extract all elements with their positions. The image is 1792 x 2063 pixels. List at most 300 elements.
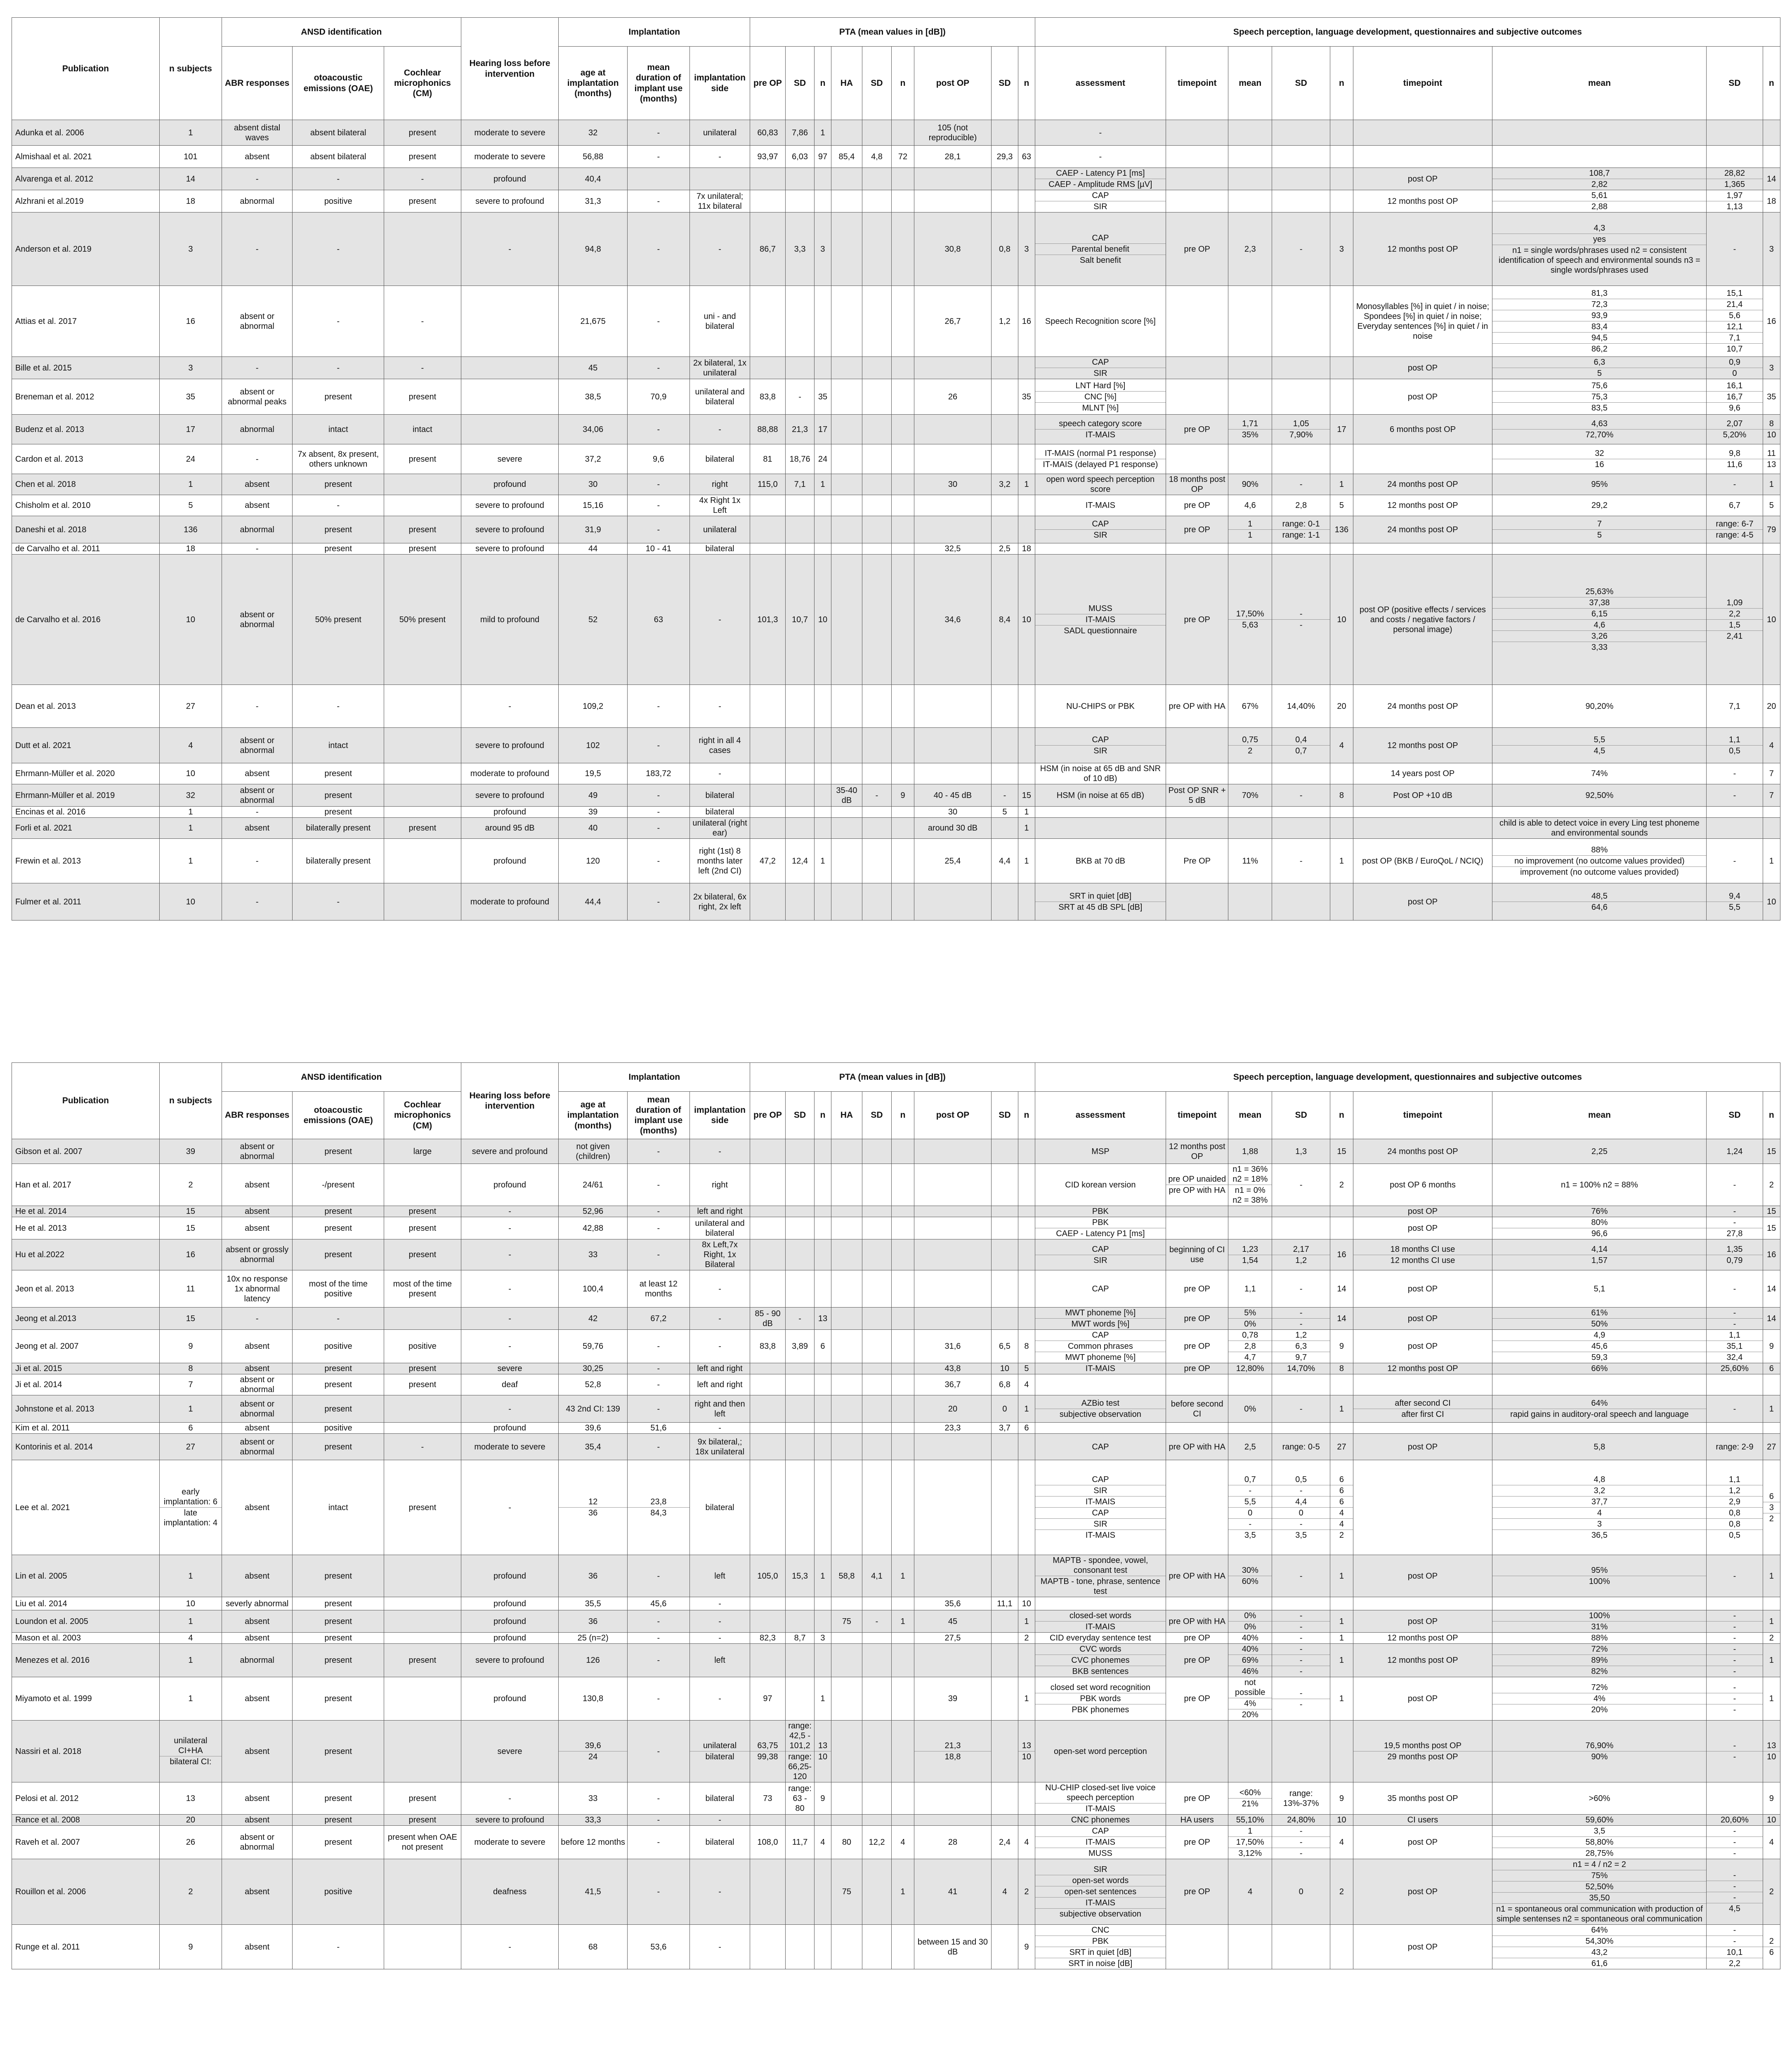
mean-pre-cell xyxy=(1228,146,1272,168)
assessment-cell-line: CAP xyxy=(1035,734,1166,746)
mean-post-cell: 88% xyxy=(1492,1633,1707,1644)
duration-cell: - xyxy=(627,1374,689,1395)
n-pre-cell-line: 6 xyxy=(1330,1497,1353,1508)
pta-pre-sd-cell xyxy=(785,1270,815,1308)
age-cell: 33 xyxy=(559,1239,627,1270)
pta-pre-n-cell: 10 xyxy=(815,555,831,685)
timepoint-pre-cell: HA users xyxy=(1166,1815,1228,1826)
pta-post-sd-cell xyxy=(991,1721,1018,1782)
pta-pre-n-cell: 13 xyxy=(815,1308,831,1330)
timepoint-post-cell: post OP xyxy=(1353,1434,1492,1460)
pta-ha-n-cell xyxy=(891,1308,914,1330)
pta-post-sd-cell xyxy=(991,763,1018,784)
sd-post-cell-line: 10,1 xyxy=(1707,1947,1762,1958)
pta-pre-sd-cell: 3,3 xyxy=(785,212,815,286)
assessment-cell-line: CAP xyxy=(1035,1330,1166,1341)
mean-pre-cell-line: 0 xyxy=(1228,1508,1272,1519)
sd-post-cell-line: 9,8 xyxy=(1707,448,1762,459)
mean-post-cell xyxy=(1492,1330,1707,1363)
assessment-cell-line: SIR xyxy=(1035,1864,1166,1875)
sd-pre-cell-line: - xyxy=(1299,1622,1303,1631)
sd-post-cell: - xyxy=(1707,212,1763,286)
sd-post-cell-line: 0,8 xyxy=(1707,1519,1762,1530)
sd-pre-cell-line: 0 xyxy=(1272,1508,1330,1519)
header-duration: mean duration of implant use (months) xyxy=(627,47,689,120)
publication-cell: Frewin et al. 2013 xyxy=(12,839,160,883)
hearing-loss-cell: profound xyxy=(461,1423,559,1434)
pta-ha-sd-cell xyxy=(862,807,892,818)
n-pre-cell: 15 xyxy=(1330,1139,1353,1164)
n-post-cell: 79 xyxy=(1763,516,1780,543)
publication-cell: Alvarenga et al. 2012 xyxy=(12,168,160,190)
n-subjects-cell: 13 xyxy=(159,1782,222,1815)
timepoint-post-cell: post OP xyxy=(1353,1330,1492,1363)
sd-post-cell xyxy=(1707,1330,1763,1363)
publication-cell: Jeong et al.2013 xyxy=(12,1308,160,1330)
n-pre-cell: 1 xyxy=(1330,839,1353,883)
pta-pre-sd-cell: 12,4 xyxy=(785,839,815,883)
n-pre-cell: 10 xyxy=(1330,1815,1353,1826)
pta-ha-n-cell xyxy=(891,379,914,415)
duration-cell: - xyxy=(627,1395,689,1423)
publication-cell: Ji et al. 2014 xyxy=(12,1374,160,1395)
timepoint-post-cell: post OP xyxy=(1353,1308,1492,1330)
pta-post-n-cell xyxy=(1018,415,1035,444)
sd-pre-cell xyxy=(1272,168,1330,190)
pta-ha-n-cell xyxy=(891,555,914,685)
mean-post-cell-line: 76,90% xyxy=(1492,1740,1706,1751)
pta-pre-n-cell xyxy=(815,1859,831,1925)
duration-cell: - xyxy=(627,1139,689,1164)
pta-ha-sd-cell xyxy=(862,1308,892,1330)
sd-pre-cell: - xyxy=(1272,784,1330,807)
pta-post-cell xyxy=(914,1434,991,1460)
sd-post-cell-line: 1,2 xyxy=(1707,1485,1762,1497)
sd-pre-cell-line: - xyxy=(1299,621,1303,630)
mean-post-cell xyxy=(1492,1308,1707,1330)
pta-ha-cell xyxy=(831,839,862,883)
pta-pre-n-cell xyxy=(815,516,831,543)
mean-post-cell-line: 86,2 xyxy=(1591,345,1608,354)
pta-pre-sd-cell xyxy=(785,1644,815,1677)
age-cell: 30 xyxy=(559,474,627,495)
pta-pre-cell xyxy=(750,818,786,839)
sd-post-cell-line: 1,1 xyxy=(1707,1474,1762,1485)
pta-pre-cell: 108,0 xyxy=(750,1826,786,1859)
sd-post-cell-line: - xyxy=(1707,1925,1762,1936)
mean-post-cell-line: 64,6 xyxy=(1591,903,1608,912)
pta-post-sd-cell: 0,8 xyxy=(991,212,1018,286)
pta-pre-sd-cell xyxy=(785,883,815,921)
sd-pre-cell xyxy=(1272,1206,1330,1217)
pta-pre-n-cell xyxy=(815,1363,831,1374)
header-mean: mean xyxy=(1492,1092,1707,1139)
pta-post-sd-cell xyxy=(991,495,1018,516)
timepoint-post-cell: 12 months post OP xyxy=(1353,212,1492,286)
mean-post-cell-line: 52,50% xyxy=(1492,1881,1706,1893)
age-cell-line: 36 xyxy=(588,1508,598,1518)
abr-cell: absent or abnormal xyxy=(222,1374,293,1395)
sd-post-cell-line: - xyxy=(1707,1936,1762,1947)
sd-post-cell-line: - xyxy=(1707,1881,1762,1892)
age-cell: before 12 months xyxy=(559,1826,627,1859)
n-post-cell-line: 2 xyxy=(1769,1514,1774,1523)
n-subjects-cell: 1 xyxy=(159,1395,222,1423)
pta-ha-n-cell xyxy=(891,1239,914,1270)
n-subjects-cell: 1 xyxy=(159,1555,222,1597)
pta-ha-n-cell: 1 xyxy=(891,1555,914,1597)
pta-ha-sd-cell xyxy=(862,1434,892,1460)
timepoint-pre-cell: pre OP xyxy=(1166,1270,1228,1308)
pta-ha-cell xyxy=(831,883,862,921)
timepoint-post-cell: 12 months post OP xyxy=(1353,1363,1492,1374)
duration-cell: - xyxy=(627,516,689,543)
hearing-loss-cell xyxy=(461,357,559,379)
abr-cell: abnormal xyxy=(222,415,293,444)
mean-pre-cell xyxy=(1228,1782,1272,1815)
assessment-cell-line: SRT in quiet [dB] xyxy=(1035,1947,1166,1958)
mean-post-cell-line: 108,7 xyxy=(1492,168,1706,179)
pta-post-cell xyxy=(914,1782,991,1815)
hearing-loss-cell: severe to profound xyxy=(461,543,559,555)
pta-pre-cell xyxy=(750,1434,786,1460)
sd-pre-cell: - xyxy=(1272,1164,1330,1206)
side-cell: bilateral xyxy=(689,1460,750,1555)
header-timepoint: timepoint xyxy=(1353,47,1492,120)
header-publication: Publication xyxy=(12,18,160,120)
side-cell: - xyxy=(689,1610,750,1633)
pta-post-cell xyxy=(914,1555,991,1597)
side-cell: unilateral xyxy=(689,120,750,146)
pta-post-n-cell xyxy=(1018,1239,1035,1270)
pta-post-cell: around 30 dB xyxy=(914,818,991,839)
n-post-cell xyxy=(1763,1460,1780,1555)
publication-cell: Runge et al. 2011 xyxy=(12,1925,160,1969)
pta-post-n-cell: 10 xyxy=(1018,555,1035,685)
sd-post-cell-line: 0,9 xyxy=(1707,357,1762,368)
n-subjects-cell: 35 xyxy=(159,379,222,415)
pta-post-sd-cell: 29,3 xyxy=(991,146,1018,168)
sd-post-cell: 25,60% xyxy=(1707,1363,1763,1374)
sd-pre-cell: 2,8 xyxy=(1272,495,1330,516)
mean-pre-cell xyxy=(1228,1826,1272,1859)
assessment-cell-line: CVC phonemes xyxy=(1035,1655,1166,1666)
pta-pre-n-cell xyxy=(815,784,831,807)
timepoint-post-cell: 6 months post OP xyxy=(1353,415,1492,444)
pta-post-sd-cell xyxy=(991,1308,1018,1330)
pta-pre-sd-cell xyxy=(785,1217,815,1239)
table-row xyxy=(12,1139,1780,1164)
n-pre-cell xyxy=(1330,1460,1353,1555)
pta-post-n-cell: 6 xyxy=(1018,1423,1035,1434)
timepoint-pre-cell: Pre OP xyxy=(1166,839,1228,883)
pta-post-cell xyxy=(914,1815,991,1826)
assessment-cell: - xyxy=(1035,146,1166,168)
pta-post-n-cell xyxy=(1018,685,1035,728)
assessment-cell: PBK xyxy=(1035,1206,1166,1217)
sd-pre-cell-line: - xyxy=(1272,1655,1330,1666)
abr-cell: - xyxy=(222,807,293,818)
sd-post-cell xyxy=(1707,1308,1763,1330)
oae-cell: - xyxy=(293,168,384,190)
assessment-cell-line: NU-CHIP closed-set live voice speech perception xyxy=(1035,1782,1166,1803)
age-cell: 19,5 xyxy=(559,763,627,784)
mean-post-cell-line: 2,82 xyxy=(1591,180,1608,189)
pta-ha-cell xyxy=(831,168,862,190)
pta-pre-cell xyxy=(750,1721,786,1782)
pta-ha-sd-cell xyxy=(862,543,892,555)
pta-post-cell xyxy=(914,1308,991,1330)
age-cell: 42 xyxy=(559,1308,627,1330)
pta-pre-cell: 47,2 xyxy=(750,839,786,883)
pta-post-cell xyxy=(914,1460,991,1555)
assessment-cell: open word speech perception score xyxy=(1035,474,1166,495)
assessment-cell xyxy=(1035,415,1166,444)
abr-cell: - xyxy=(222,883,293,921)
assessment-cell-line: subjective observation xyxy=(1059,1910,1141,1919)
side-cell: - xyxy=(689,415,750,444)
timepoint-pre-cell: 12 months post OP xyxy=(1166,1139,1228,1164)
publication-cell: Pelosi et al. 2012 xyxy=(12,1782,160,1815)
pta-pre-cell xyxy=(750,168,786,190)
sd-post-cell-line: 1,5 xyxy=(1707,620,1762,631)
table-row xyxy=(12,555,1780,685)
pta-post-cell xyxy=(914,763,991,784)
pta-ha-sd-cell xyxy=(862,883,892,921)
assessment-cell xyxy=(1035,807,1166,818)
pta-post-cell: 30 xyxy=(914,807,991,818)
pta-post-n-cell: 3 xyxy=(1018,212,1035,286)
mean-pre-cell-line: 46% xyxy=(1242,1667,1258,1676)
assessment-cell-line: SADL questionnaire xyxy=(1064,626,1137,635)
pta-ha-sd-cell xyxy=(862,120,892,146)
pta-pre-cell: 73 xyxy=(750,1782,786,1815)
abr-cell: abnormal xyxy=(222,190,293,212)
pta-pre-sd-cell xyxy=(785,1815,815,1826)
duration-cell: - xyxy=(627,1239,689,1270)
sd-post-cell xyxy=(1707,728,1763,763)
mean-pre-cell xyxy=(1228,1644,1272,1677)
n-pre-cell: 4 xyxy=(1330,1826,1353,1859)
pta-pre-sd-cell xyxy=(785,763,815,784)
n-post-cell: 20 xyxy=(1763,685,1780,728)
timepoint-post-cell-line: after second CI xyxy=(1353,1398,1492,1409)
sd-post-cell-line: - xyxy=(1733,1752,1736,1761)
assessment-cell: CAP xyxy=(1035,1434,1166,1460)
n-post-cell: 1 xyxy=(1763,1610,1780,1633)
age-cell: 40 xyxy=(559,818,627,839)
hearing-loss-cell: profound xyxy=(461,474,559,495)
pta-ha-sd-cell xyxy=(862,1217,892,1239)
duration-cell: - xyxy=(627,1164,689,1206)
oae-cell: positive xyxy=(293,1423,384,1434)
assessment-cell-line: open-set sentences xyxy=(1035,1886,1166,1898)
timepoint-pre-cell: pre OP xyxy=(1166,1308,1228,1330)
pta-post-sd-cell xyxy=(991,883,1018,921)
pta-ha-sd-cell xyxy=(862,1139,892,1164)
timepoint-pre-cell xyxy=(1166,120,1228,146)
pta-ha-cell: 58,8 xyxy=(831,1555,862,1597)
table-row xyxy=(12,1633,1780,1644)
assessment-cell xyxy=(1035,379,1166,415)
sd-pre-cell xyxy=(1272,357,1330,379)
pta-ha-n-cell xyxy=(891,1270,914,1308)
assessment-cell: - xyxy=(1035,120,1166,146)
abr-cell: absent xyxy=(222,1859,293,1925)
mean-post-cell: 5,8 xyxy=(1492,1434,1707,1460)
pta-post-sd-cell xyxy=(991,1925,1018,1969)
pta-ha-n-cell xyxy=(891,728,914,763)
sd-post-cell-line: - xyxy=(1733,1319,1736,1329)
table-row xyxy=(12,1374,1780,1395)
mean-post-cell-line: n1 = single words/phrases used n2 = consistent identification of speech and environmental sounds n3 = single words/phrases used xyxy=(1499,245,1700,275)
pta-ha-cell xyxy=(831,818,862,839)
timepoint-post-cell: post OP xyxy=(1353,1859,1492,1925)
cm-cell xyxy=(384,1859,461,1925)
pta-post-n-cell xyxy=(1018,763,1035,784)
mean-post-cell-line: 64% xyxy=(1492,1398,1706,1409)
mean-pre-cell: 2,5 xyxy=(1228,1434,1272,1460)
age-cell: 33,3 xyxy=(559,1815,627,1826)
hearing-loss-cell: moderate to severe xyxy=(461,1434,559,1460)
sd-post-cell-line: - xyxy=(1733,1622,1736,1631)
mean-pre-cell: 70% xyxy=(1228,784,1272,807)
pta-post-cell xyxy=(914,1721,991,1782)
table-row xyxy=(12,379,1780,415)
mean-post-cell-line: 95% xyxy=(1492,1565,1706,1576)
mean-pre-cell xyxy=(1228,190,1272,212)
sd-post-cell-line: 32,4 xyxy=(1726,1353,1743,1362)
assessment-cell xyxy=(1035,1239,1166,1270)
n-subjects-cell: 4 xyxy=(159,728,222,763)
mean-post-cell-line: 4,14 xyxy=(1492,1244,1706,1255)
age-cell: 37,2 xyxy=(559,444,627,474)
mean-post-cell: 59,60% xyxy=(1492,1815,1707,1826)
assessment-cell-line: subjective observation xyxy=(1059,1410,1141,1419)
n-pre-cell xyxy=(1330,1721,1353,1782)
pta-ha-n-cell xyxy=(891,168,914,190)
pta-ha-cell xyxy=(831,190,862,212)
side-cell: - xyxy=(689,1270,750,1308)
sd-post-cell-line: 2,9 xyxy=(1707,1497,1762,1508)
timepoint-post-cell xyxy=(1353,1597,1492,1610)
pta-pre-sd-cell xyxy=(785,543,815,555)
pta-pre-sd-cell: 15,3 xyxy=(785,1555,815,1597)
sd-post-cell: - xyxy=(1707,1164,1763,1206)
assessment-cell-line: CAEP - Latency P1 [ms] xyxy=(1035,168,1166,179)
pta-ha-sd-cell xyxy=(862,1374,892,1395)
sd-pre-cell xyxy=(1272,120,1330,146)
timepoint-pre-cell: pre OP with HA xyxy=(1166,1610,1228,1633)
sd-pre-cell xyxy=(1272,379,1330,415)
pta-pre-n-cell xyxy=(815,1395,831,1423)
mean-post-cell xyxy=(1492,1644,1707,1677)
header-mean: mean xyxy=(1228,1092,1272,1139)
mean-post-cell: 90,20% xyxy=(1492,685,1707,728)
cm-cell xyxy=(384,474,461,495)
duration-cell: - xyxy=(627,1206,689,1217)
header-sd: SD xyxy=(991,47,1018,120)
side-cell: unilateral (right ear) xyxy=(689,818,750,839)
side-cell: - xyxy=(689,212,750,286)
mean-post-cell-line: 37,38 xyxy=(1492,597,1706,609)
n-subjects-cell: 9 xyxy=(159,1925,222,1969)
header-abr: ABR responses xyxy=(222,1092,293,1139)
n-pre-cell: 10 xyxy=(1330,555,1353,685)
cm-cell: present xyxy=(384,444,461,474)
header-age: age at implantation (months) xyxy=(559,1092,627,1139)
pta-ha-n-cell xyxy=(891,444,914,474)
n-post-cell xyxy=(1763,1423,1780,1434)
header-assessment: assessment xyxy=(1035,1092,1166,1139)
timepoint-post-cell: post OP xyxy=(1353,357,1492,379)
mean-pre-cell xyxy=(1228,1374,1272,1395)
oae-cell: present xyxy=(293,1721,384,1782)
table-row xyxy=(12,120,1780,146)
pta-post-n-cell xyxy=(1018,1217,1035,1239)
pta-ha-sd-cell xyxy=(862,190,892,212)
timepoint-post-cell: 24 months post OP xyxy=(1353,685,1492,728)
pta-ha-cell xyxy=(831,1460,862,1555)
pta-pre-cell xyxy=(750,1610,786,1633)
n-post-cell xyxy=(1763,1597,1780,1610)
age-cell: 45 xyxy=(559,357,627,379)
side-cell: - xyxy=(689,1308,750,1330)
table-row xyxy=(12,1644,1780,1677)
assessment-cell: CID everyday sentence test xyxy=(1035,1633,1166,1644)
publication-cell: Budenz et al. 2013 xyxy=(12,415,160,444)
n-subjects-cell: 1 xyxy=(159,120,222,146)
assessment-cell xyxy=(1035,516,1166,543)
timepoint-post-cell-line: 18 months CI use xyxy=(1353,1244,1492,1255)
table-row xyxy=(12,1721,1780,1782)
sd-post-cell-line: 9,6 xyxy=(1729,403,1740,413)
n-pre-cell: 27 xyxy=(1330,1434,1353,1460)
age-cell: 39,6 xyxy=(559,1423,627,1434)
table-row xyxy=(12,168,1780,190)
sd-post-cell: - xyxy=(1707,763,1763,784)
pta-ha-sd-cell xyxy=(862,495,892,516)
pta-ha-sd-cell xyxy=(862,1644,892,1677)
mean-post-cell-line: 4% xyxy=(1492,1693,1706,1704)
assessment-cell xyxy=(1035,883,1166,921)
pta-ha-n-cell: 72 xyxy=(891,146,914,168)
abr-cell: - xyxy=(222,168,293,190)
mean-post-cell xyxy=(1492,1460,1707,1555)
sd-post-cell-line: 15,1 xyxy=(1707,288,1762,299)
duration-cell: - xyxy=(627,474,689,495)
sd-pre-cell xyxy=(1272,1925,1330,1969)
sd-pre-cell xyxy=(1272,516,1330,543)
mean-pre-cell: 1,1 xyxy=(1228,1270,1272,1308)
n-pre-cell: 9 xyxy=(1330,1330,1353,1363)
hearing-loss-cell: severe to profound xyxy=(461,516,559,543)
pta-post-n-cell: 4 xyxy=(1018,1374,1035,1395)
pta-ha-cell xyxy=(831,379,862,415)
pta-pre-n-cell: 1 xyxy=(815,474,831,495)
n-post-cell: 3 xyxy=(1763,212,1780,286)
sd-post-cell-line: 0,5 xyxy=(1729,1531,1740,1540)
pta-post-sd-cell xyxy=(991,1555,1018,1597)
timepoint-post-cell: post OP xyxy=(1353,1555,1492,1597)
side-cell: uni - and bilateral xyxy=(689,286,750,357)
pta-ha-n-cell xyxy=(891,883,914,921)
pta-post-sd-cell xyxy=(991,357,1018,379)
hearing-loss-cell: severe to profound xyxy=(461,1815,559,1826)
cm-cell xyxy=(384,883,461,921)
mean-post-cell-line: 7 xyxy=(1492,519,1706,530)
sd-post-cell-line: 1,97 xyxy=(1707,190,1762,201)
